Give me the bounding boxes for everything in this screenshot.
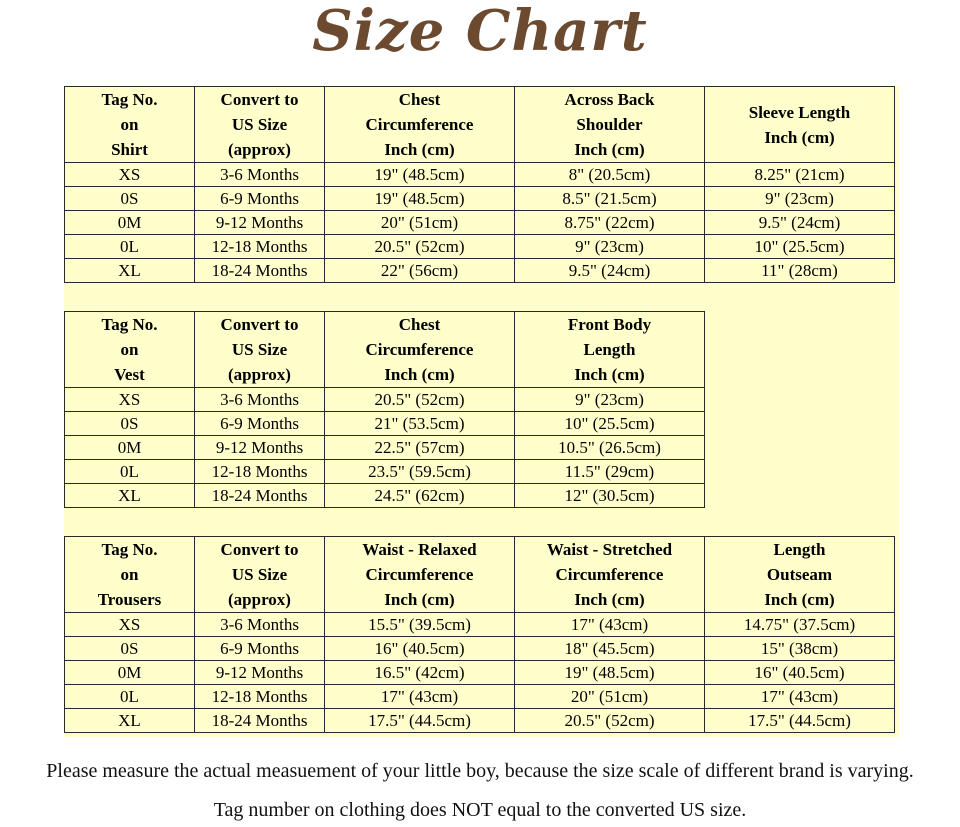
table-cell: 12-18 Months: [195, 235, 325, 259]
table-cell: 16" (40.5cm): [705, 661, 895, 685]
table-row: [65, 484, 705, 508]
column-header: [325, 312, 515, 388]
table-header-row: [65, 87, 895, 163]
measurement-note: Please measure the actual measuement of your little boy, because the size scale of different brand is varying.: [46, 760, 914, 782]
table-row: [65, 235, 895, 259]
table-cell: 24.5" (62cm): [325, 484, 515, 508]
header-line: Circumference: [365, 115, 474, 134]
header-line: Convert to: [220, 90, 299, 109]
header-line: Inch (cm): [384, 590, 455, 609]
table-row: [65, 163, 895, 187]
header-line: Length: [583, 340, 636, 359]
header-line: Sleeve Length: [748, 102, 851, 122]
table-cell: 18" (45.5cm): [515, 637, 705, 661]
table-row: [65, 211, 895, 235]
table-cell: 10" (25.5cm): [705, 235, 895, 259]
column-header: [325, 87, 515, 163]
header-line: Trousers: [97, 590, 162, 609]
header-line: Chest: [398, 315, 441, 334]
header-line: Inch (cm): [574, 140, 645, 159]
table-cell: 0S: [65, 412, 195, 436]
table-cell: 9.5" (24cm): [705, 211, 895, 235]
table-cell: 15.5" (39.5cm): [325, 613, 515, 637]
table-cell: 9" (23cm): [515, 235, 705, 259]
table-cell: 11" (28cm): [705, 259, 895, 283]
table-row: [65, 661, 895, 685]
table-cell: 17" (43cm): [515, 613, 705, 637]
column-header: [705, 537, 895, 613]
vest-size-table: [64, 311, 705, 508]
header-line: Shoulder: [576, 115, 643, 134]
table-cell: 20" (51cm): [325, 211, 515, 235]
column-header: [195, 87, 325, 163]
header-line: Shirt: [111, 140, 148, 159]
header-line: Inch (cm): [574, 365, 645, 384]
table-header-row: [65, 312, 705, 388]
trousers-size-table: [64, 536, 895, 733]
header-line: (approx): [228, 365, 291, 384]
table-cell: 18-24 Months: [195, 709, 325, 733]
column-header: [65, 537, 195, 613]
table-cell: 17" (43cm): [325, 685, 515, 709]
table-row: [65, 187, 895, 211]
table-cell: 12-18 Months: [195, 460, 325, 484]
table-cell: 20.5" (52cm): [515, 709, 705, 733]
table-cell: 20" (51cm): [515, 685, 705, 709]
column-header: [515, 87, 705, 163]
table-cell: 23.5" (59.5cm): [325, 460, 515, 484]
header-line: (approx): [228, 590, 291, 609]
table-cell: 18-24 Months: [195, 259, 325, 283]
table-row: [65, 412, 705, 436]
table-cell: 17.5" (44.5cm): [705, 709, 895, 733]
table-cell: 0M: [65, 211, 195, 235]
table-cell: 18-24 Months: [195, 484, 325, 508]
table-row: [65, 259, 895, 283]
table-cell: 10.5" (26.5cm): [515, 436, 705, 460]
header-line: Inch (cm): [764, 127, 835, 147]
table-cell: 6-9 Months: [195, 637, 325, 661]
column-header: [325, 537, 515, 613]
table-cell: 9" (23cm): [705, 187, 895, 211]
header-line: US Size: [231, 115, 288, 134]
table-cell: 0L: [65, 235, 195, 259]
column-header: [195, 312, 325, 388]
header-line: Outseam: [766, 565, 833, 584]
column-header: [65, 312, 195, 388]
table-row: [65, 685, 895, 709]
column-header: [515, 537, 705, 613]
header-line: US Size: [231, 565, 288, 584]
header-line: Length: [773, 540, 826, 559]
table-cell: 0L: [65, 685, 195, 709]
table-cell: 0S: [65, 637, 195, 661]
table-cell: 19" (48.5cm): [325, 187, 515, 211]
table-cell: 0M: [65, 661, 195, 685]
header-line: Chest: [398, 90, 441, 109]
table-cell: XL: [65, 484, 195, 508]
table-cell: 12-18 Months: [195, 685, 325, 709]
table-cell: XS: [65, 388, 195, 412]
header-line: US Size: [231, 340, 288, 359]
header-line: Vest: [114, 365, 145, 384]
table-cell: 17.5" (44.5cm): [325, 709, 515, 733]
header-line: Across Back: [564, 90, 655, 109]
header-line: Inch (cm): [384, 365, 455, 384]
table-cell: 9-12 Months: [195, 211, 325, 235]
column-header: [705, 87, 895, 163]
table-cell: 3-6 Months: [195, 163, 325, 187]
tag-number-note: Tag number on clothing does NOT equal to the converted US size.: [213, 799, 747, 821]
table-cell: 3-6 Months: [195, 388, 325, 412]
table-cell: 12" (30.5cm): [515, 484, 705, 508]
header-line: on: [120, 565, 139, 584]
table-cell: 3-6 Months: [195, 613, 325, 637]
header-line: Waist - Relaxed: [362, 540, 477, 559]
column-header: [515, 312, 705, 388]
header-line: on: [120, 115, 139, 134]
table-cell: 6-9 Months: [195, 187, 325, 211]
table-header-row: [65, 537, 895, 613]
table-cell: 11.5" (29cm): [515, 460, 705, 484]
table-row: [65, 388, 705, 412]
table-row: [65, 637, 895, 661]
table-row: [65, 613, 895, 637]
header-line: Front Body: [567, 315, 652, 334]
table-cell: 0L: [65, 460, 195, 484]
table-cell: 8.25" (21cm): [705, 163, 895, 187]
header-line: Waist - Stretched: [546, 540, 673, 559]
table-cell: 0M: [65, 436, 195, 460]
table-cell: XS: [65, 163, 195, 187]
header-line: (approx): [228, 140, 291, 159]
column-header: [195, 537, 325, 613]
table-cell: 8.75" (22cm): [515, 211, 705, 235]
table-cell: 9.5" (24cm): [515, 259, 705, 283]
table-cell: 20.5" (52cm): [325, 235, 515, 259]
header-line: Convert to: [220, 315, 299, 334]
table-cell: 16.5" (42cm): [325, 661, 515, 685]
table-cell: 14.75" (37.5cm): [705, 613, 895, 637]
table-cell: 9" (23cm): [515, 388, 705, 412]
header-line: Inch (cm): [764, 590, 835, 609]
size-chart: [64, 86, 899, 737]
header-line: Tag No.: [101, 540, 158, 559]
table-cell: 17" (43cm): [705, 685, 895, 709]
header-line: on: [120, 340, 139, 359]
header-line: Circumference: [555, 565, 664, 584]
page-title: Size Chart: [312, 0, 648, 64]
table-cell: 16" (40.5cm): [325, 637, 515, 661]
table-cell: 15" (38cm): [705, 637, 895, 661]
header-line: Inch (cm): [574, 590, 645, 609]
table-cell: XL: [65, 259, 195, 283]
header-line: Inch (cm): [384, 140, 455, 159]
table-cell: 8.5" (21.5cm): [515, 187, 705, 211]
table-cell: 19" (48.5cm): [515, 661, 705, 685]
header-line: Tag No.: [101, 90, 158, 109]
table-cell: 0S: [65, 187, 195, 211]
header-line: Convert to: [220, 540, 299, 559]
table-cell: 10" (25.5cm): [515, 412, 705, 436]
table-cell: XL: [65, 709, 195, 733]
table-row: [65, 709, 895, 733]
table-cell: 22" (56cm): [325, 259, 515, 283]
table-cell: XS: [65, 613, 195, 637]
table-cell: 20.5" (52cm): [325, 388, 515, 412]
table-cell: 21" (53.5cm): [325, 412, 515, 436]
table-cell: 19" (48.5cm): [325, 163, 515, 187]
column-header: [65, 87, 195, 163]
table-cell: 9-12 Months: [195, 661, 325, 685]
table-row: [65, 460, 705, 484]
table-cell: 9-12 Months: [195, 436, 325, 460]
header-line: Tag No.: [101, 315, 158, 334]
shirt-size-table: [64, 86, 895, 283]
table-cell: 6-9 Months: [195, 412, 325, 436]
table-cell: 8" (20.5cm): [515, 163, 705, 187]
table-cell: 22.5" (57cm): [325, 436, 515, 460]
header-line: Circumference: [365, 565, 474, 584]
table-row: [65, 436, 705, 460]
header-line: Circumference: [365, 340, 474, 359]
